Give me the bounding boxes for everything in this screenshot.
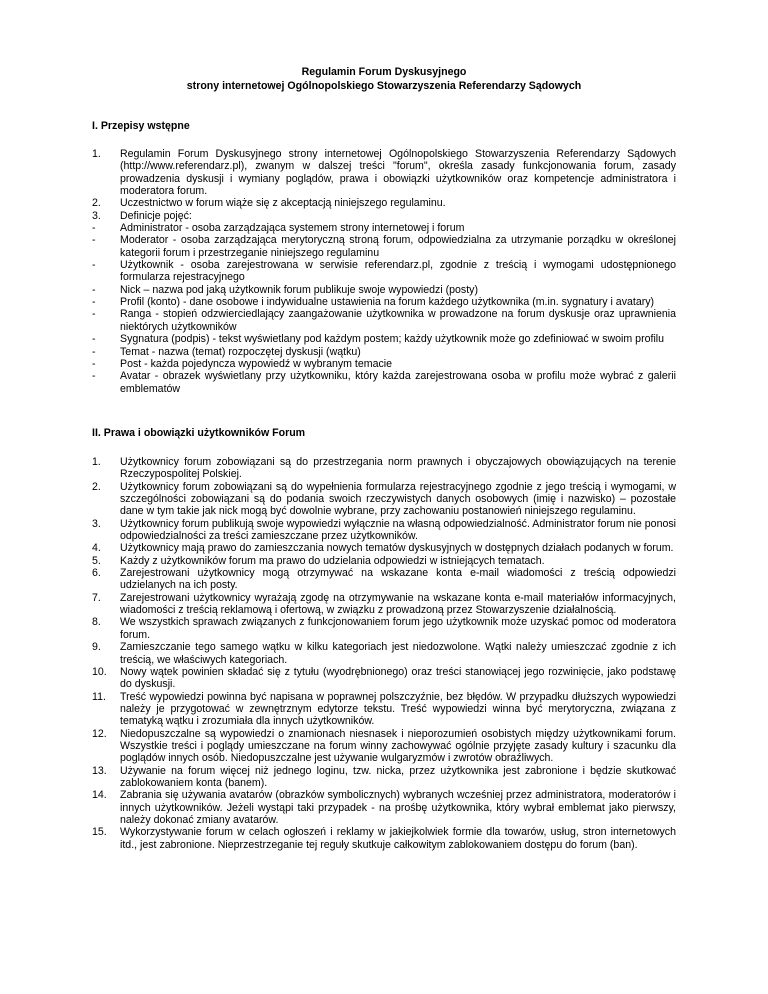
item-text: Użytkownicy forum zobowiązani są do wypełnienia formularza rejestracyjnego zgodnie z jego treścią i wymogami, w szczególności zobowiązani są do podania swoich rzeczywistych danych osobowych (imię i nazwisko) – pozostałe dane w tym takie jak nick mogą być dowolnie wybrane, przy zachowaniu postanowień niniejszego regulaminu. <box>120 480 676 518</box>
definition-item <box>92 222 676 234</box>
definition-text: Temat - nazwa (temat) rozpoczętej dyskusji (wątku) <box>120 345 361 358</box>
item-text: Użytkownicy forum publikują swoje wypowiedzi wyłącznie na własną odpowiedzialność. Administrator forum nie ponosi odpowiedzialności za treści zamieszczane przez użytkowników. <box>120 517 676 543</box>
item-number: 2. <box>92 480 101 493</box>
definition-dash: - <box>92 308 96 321</box>
definition-dash: - <box>92 333 96 346</box>
item-text: Użytkownicy mają prawo do zamieszczania nowych tematów dyskusyjnych w dostępnych działach podanych w forum. <box>120 542 674 555</box>
list-item <box>92 518 676 543</box>
definition-text: Post - każda pojedyncza wypowiedź w wybranym temacie <box>120 357 393 370</box>
item-text: Treść wypowiedzi powinna być napisana w poprawnej polszczyźnie, bez błędów. W przypadku dłuższych wypowiedzi należy je przygotować w zewnętrznym edytorze tekstu. Treść wypowiedzi winna być merytoryczna, związana z tematyką wątku i zrozumiała dla innych użytkowników. <box>120 690 676 728</box>
item-number: 13. <box>92 764 107 777</box>
item-number: 1. <box>92 456 101 468</box>
list-item <box>92 542 676 554</box>
item-number: 14. <box>92 789 107 802</box>
item-text: Wykorzystywanie forum w celach ogłoszeń i reklamy w jakiejkolwiek formie dla towarów, usług, stron internetowych itd., jest zabronione. Nieprzestrzeganie tej reguły skutkuje całkowitym zablokowaniem dostępu do forum (ban). <box>120 826 676 851</box>
list-item <box>92 555 676 567</box>
definition-dash: - <box>92 259 96 272</box>
item-number: 5. <box>92 554 101 567</box>
document-title-line2: strony internetowej Ogólnopolskiego Stowarzyszenia Referendarzy Sądowych <box>186 80 582 92</box>
item-number: 6. <box>92 567 101 580</box>
definition-text: Ranga - stopień odzwierciedlający zaangażowanie użytkownika w prowadzone na forum dyskusje oraz uprawnienia niektórych użytkowników <box>120 308 676 333</box>
item-text: Używanie na forum więcej niż jednego loginu, tzw. nicka, przez użytkownika jest zabronione i będzie skutkować zablokowaniem konta (banem). <box>120 764 676 789</box>
item-text: Definicje pojęć: <box>120 209 192 222</box>
list-item <box>92 456 676 481</box>
definition-text: Sygnatura (podpis) - tekst wyświetlany pod każdym postem; każdy użytkownik może go zdefiniować w swoim profilu <box>120 333 665 346</box>
definition-text: Avatar - obrazek wyświetlany przy użytkowniku, który każda zarejestrowana osoba w profilu może wybrać z galerii emblematów <box>120 370 676 395</box>
list-item <box>92 148 676 197</box>
item-number: 1. <box>92 148 101 160</box>
definition-dash: - <box>92 370 96 383</box>
definition-dash: - <box>92 283 96 296</box>
item-number: 12. <box>92 727 107 740</box>
item-number: 11. <box>92 690 106 703</box>
list-item <box>92 481 676 518</box>
definition-item <box>92 259 676 284</box>
item-text: Użytkownicy forum zobowiązani są do przestrzegania norm prawnych i obyczajowych obowiązujących na terenie Rzeczypospolitej Polskiej. <box>120 456 676 481</box>
item-text: Niedopuszczalne są wypowiedzi o znamionach niesnasek i nieporozumień osobistych między użytkownikami forum. Wszystkie treści i poglądy umieszczane na forum winny zachowywać ogólnie przyjęte zasady kultury i szacunku dla poglądów innych osób. Niedopuszczalne jest używanie wulgaryzmów i zwrotów obraźliwych. <box>120 727 676 765</box>
definition-text: Użytkownik - osoba zarejestrowana w serwisie referendarz.pl, zgodnie z treścią i wymogami udostępnionego formularza rejestracyjnego <box>120 259 676 284</box>
definition-item <box>92 370 676 395</box>
item-number: 4. <box>92 542 101 555</box>
item-number: 10. <box>92 665 107 678</box>
item-text: We wszystkich sprawach związanych z funkcjonowaniem forum jego użytkownik może uzyskać pomoc od moderatora forum. <box>120 616 676 641</box>
item-text: Zamieszczanie tego samego wątku w kilku kategoriach jest niedozwolone. Wątki należy umieszczać zgodnie z ich treścią, we właściwych kategoriach. <box>120 641 676 666</box>
list-item <box>92 641 676 666</box>
definition-dash: - <box>92 296 96 309</box>
item-text: Zarejestrowani użytkownicy mogą otrzymywać na wskazane konta e-mail wiadomości z treścią odpowiedzi udzielanych na ich posty. <box>120 567 676 592</box>
item-number: 9. <box>92 641 101 654</box>
list-item <box>92 210 676 222</box>
list-item <box>92 728 676 765</box>
item-text: Regulamin Forum Dyskusyjnego strony internetowej Ogólnopolskiego Stowarzyszenia Referendarzy Sądowych (http://www.referendarz.pl), zwanym w dalszej treści "forum", określa zasady funkcjonowania forum, zasady prowadzenia dyskusji i wymiany poglądów, prawa i obowiązki użytkowników oraz kompetencje administratora i moderatora forum. <box>120 148 676 198</box>
list-item <box>92 567 676 592</box>
list-item <box>92 197 676 209</box>
section2-heading: II. Prawa i obowiązki użytkowników Forum <box>92 427 306 439</box>
definition-text: Moderator - osoba zarządzająca merytoryczną stroną forum, odpowiedzialna za utrzymanie porządku w określonej kategorii forum i przestrzeganie niniejszego regulaminu <box>120 234 676 259</box>
definition-text: Administrator - osoba zarządzająca systemem strony internetowej i forum <box>120 222 465 235</box>
definition-item <box>92 308 676 333</box>
definition-item <box>92 296 676 308</box>
item-text: Uczestnictwo w forum wiąże się z akceptacją niniejszego regulaminu. <box>120 197 446 210</box>
definition-text: Nick – nazwa pod jaką użytkownik forum publikuje swoje wypowiedzi (posty) <box>120 283 478 296</box>
definition-item <box>92 284 676 296</box>
definition-dash: - <box>92 357 96 370</box>
list-item <box>92 789 676 826</box>
definition-dash: - <box>92 234 96 247</box>
section1-list <box>92 148 676 395</box>
definition-dash: - <box>92 345 96 358</box>
item-number: 7. <box>92 591 101 604</box>
list-item <box>92 691 676 728</box>
definition-text: Profil (konto) - dane osobowe i indywidualne ustawienia na forum każdego użytkownika (m.in. sygnatury i avatary) <box>120 296 655 309</box>
list-item <box>92 666 676 691</box>
section1-heading: I. Przepisy wstępne <box>92 120 190 132</box>
list-item <box>92 826 676 851</box>
item-text: Każdy z użytkowników forum ma prawo do udzielania odpowiedzi w istniejących tematach. <box>120 554 545 567</box>
list-item <box>92 765 676 790</box>
definition-dash: - <box>92 222 96 235</box>
definition-item <box>92 358 676 370</box>
item-number: 8. <box>92 616 101 629</box>
item-number: 15. <box>92 826 107 839</box>
definition-item <box>92 346 676 358</box>
item-text: Nowy wątek powinien składać się z tytułu (wyodrębnionego) oraz treści stanowiącej jego rozwinięcie, jako podstawę do dyskusji. <box>120 665 676 691</box>
definition-item <box>92 333 676 345</box>
item-number: 3. <box>92 517 101 530</box>
item-number: 3. <box>92 209 101 222</box>
list-item <box>92 616 676 641</box>
definition-item <box>92 234 676 259</box>
section2-list <box>92 456 676 851</box>
item-number: 2. <box>92 197 101 210</box>
item-text: Zarejestrowani użytkownicy wyrażają zgodę na otrzymywanie na wskazane konta e-mail materiałów informacyjnych, wiadomości z treścią reklamową i ofertową, w związku z prowadzoną przez Stowarzyszenie działalnością. <box>120 591 676 617</box>
item-text: Zabrania się używania avatarów (obrazków symbolicznych) wybranych wcześniej przez administratora, moderatorów i innych użytkowników. Jeżeli wystąpi taki przypadek - na prośbę użytkownika, który wybrał emblemat jako pierwszy, należy dokonać zmiany avatarów. <box>120 789 676 826</box>
document-title-line1: Regulamin Forum Dyskusyjnego <box>301 66 467 78</box>
list-item <box>92 592 676 617</box>
